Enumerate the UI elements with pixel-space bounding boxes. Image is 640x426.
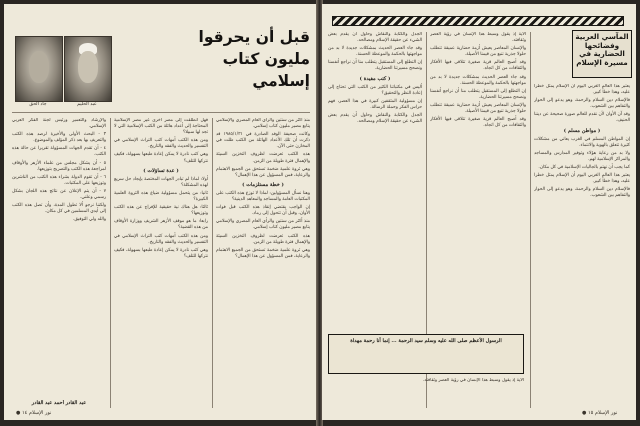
headline-line: إسلامي bbox=[252, 72, 310, 90]
paragraph: رابعا: ما هو موقف الأزهر الشريف ووزارة الأوقاف من هذه القضية؟ bbox=[114, 219, 208, 231]
section-title: المآسي العربية وفضائحها الحضارية في مسيرة الإسلام bbox=[572, 30, 632, 78]
paragraph: الآية إذ يقول وسبط هذا الإنسان في رؤية العصر وثقافته. bbox=[430, 32, 526, 44]
paragraph: كما يجب أن نهتم بالجاليات الإسلامية في كل مكان. bbox=[538, 165, 630, 171]
paragraph: إن الواجب يقتضي إنقاذ هذه الكتب قبل فوات الأوان، وقبل أن تتحول إلى رماد. bbox=[216, 205, 310, 217]
article-headline bbox=[132, 26, 310, 92]
paragraph: ٤ - أن تقدم الجهات المسؤولة تقريرا عن حالة هذه الكتب. bbox=[12, 146, 106, 158]
paragraph: يعتبر هذا العالم الغربي اليوم أن الإسلام يمثل خطرا عليه، وهذا خطأ كبير. bbox=[534, 173, 630, 185]
paragraph: ثانيا: من يتحمل مسؤولية ضياع هذه الثروة العلمية الكبيرة؟ bbox=[114, 190, 208, 203]
paragraph: منذ أكثر من سنتين والرأي العام المصري والإسلامي يتابع مصير مليون كتاب إسلامي. bbox=[216, 219, 310, 231]
paragraph: ومن هذه الكتب أمهات كتب التراث الإسلامي في التفسير والحديث والفقه والتاريخ. bbox=[114, 233, 208, 245]
paragraph: إن التطلع إلى المستقبل يتطلب منا أن نراجع أنفسنا ونصحح مسيرتنا الحضارية. bbox=[328, 60, 422, 72]
subheading: ( مواطن مسلم ) bbox=[563, 127, 601, 134]
paragraph: وهي ثروة علمية ضخمة تستحق من الجميع الاهتمام والرعاية، فمن المسؤول عن هذا الإهمال؟ bbox=[216, 166, 310, 178]
paragraph: وقد آن الأوان لأن نقدم للعالم صورة صحيحة عن ديننا الحنيف. bbox=[534, 112, 630, 124]
paragraph: والإنسان المعاصر يعيش أزمة حضارية عميقة تتطلب حلولا جذرية تنبع من قيمنا الأصيلة. bbox=[430, 102, 526, 115]
paragraph: ٧ - أن يتم الإعلان عن نتائج هذه اللجان بشكل رسمي وعلني. bbox=[12, 188, 106, 201]
paragraph: وقد أصبح العالم قرية صغيرة تتلاقى فيها الأفكار والثقافات من كل اتجاه. bbox=[430, 117, 526, 129]
paragraph: منذ أكثر من سنتين والرأي العام المصري والإسلامي يتابع مصير مليون كتاب إسلامي. bbox=[216, 118, 310, 130]
paragraph: هذه الكتب تعرضت لظروف التخزين السيئة والإهمال فترة طويلة من الزمن. bbox=[216, 233, 310, 245]
paragraph: إن مسؤولية المثقفين كبيرة في هذا العصر، فهم حراس الفكر وحملة الرسالة. bbox=[328, 98, 422, 110]
paragraph: ولا بد من رعاية هؤلاء وتوفير المدارس والمساجد والمراكز الإسلامية لهم. bbox=[534, 150, 630, 162]
headline-line: قبل أن يحرقوا bbox=[198, 28, 310, 46]
paragraph: هذه الكتب تعرضت لظروف التخزين السيئة والإهمال فترة طويلة من الزمن. bbox=[216, 152, 310, 164]
subheading: ( عدة تساؤلات ) bbox=[143, 167, 179, 174]
paragraph: وقد جاء العصر الحديث بمشكلات جديدة لا بد من مواجهتها بالحكمة والموعظة الحسنة. bbox=[328, 46, 422, 58]
article-column bbox=[114, 118, 208, 408]
paragraph: الجدل والكتابة والنقاش وحاول أن يقدم بعض الشيء عن حقيقة الإسلام ومصالحه. bbox=[328, 32, 422, 44]
paragraph: فالإسلام دين السلام والرحمة، وهو يدعو إلى الحوار والتفاهم بين الشعوب. bbox=[534, 98, 630, 110]
right-page bbox=[322, 4, 636, 420]
paragraph: والله ولي التوفيق. bbox=[72, 217, 106, 223]
paragraph: وقد جاء العصر الحديث بمشكلات جديدة لا بد من مواجهتها بالحكمة والموعظة الحسنة. bbox=[430, 74, 526, 86]
page-number: نور الإسلام ١٥ ● bbox=[582, 410, 618, 416]
paragraph: وقد أصبح العالم قرية صغيرة تتلاقى فيها الأفكار والثقافات من كل اتجاه. bbox=[430, 60, 526, 72]
paragraph: الجدل والكتابة والنقاش وحاول أن يقدم بعض الشيء عن حقيقة الإسلام ومصالحه. bbox=[328, 113, 422, 125]
paragraph: ٥ - أن يشكل مجلس من علماء الأزهر والأوقاف لمراجعة هذه الكتب والتصريح بتوزيعها. bbox=[12, 160, 106, 172]
paragraph: وكانت صحيفة الوفد الصادرة في ١٩٨٥/١/٣١ قد ذكرت أن تلك الأعداد الهائلة من الكتب ظلت في المخازن حتى الآن. bbox=[216, 132, 310, 150]
pull-quote-box: الرسول الأعظم صلى الله عليه وسلم سيد الرحمة ... إنما أنا رحمة مهداة bbox=[328, 334, 524, 374]
photo-caption: جاد الحق bbox=[29, 102, 47, 107]
article-column bbox=[216, 118, 310, 408]
paragraph: ولكننا نرجو ألا تطول المدة، وأن تصل هذه الكتب إلى أيدي المسلمين في كل مكان. bbox=[12, 203, 106, 215]
paragraph: وهي كتب نادرة لا يمكن إعادة طبعها بسهولة، فكيف نتركها للتلف؟ bbox=[114, 152, 208, 164]
paragraph: ومن هذه الكتب أمهات كتب التراث الإسلامي في التفسير والحديث والفقه والتاريخ. bbox=[114, 138, 208, 150]
paragraph: يعتبر هذا العالم الغربي اليوم أن الإسلام يمثل خطرا عليه، وهذا خطأ كبير. bbox=[534, 84, 630, 96]
paragraph: والإرشاد والتعمير ورئيس لجنة الفكر العربي الإسلامي. bbox=[12, 118, 106, 130]
paragraph: ٣ - البحث الأولى والأخيرة لرصد هذه الكتب والتعريف بها بعد ذكر المؤلف والموضوع. bbox=[12, 132, 106, 144]
paragraph: الآية إذ يقول وسبط هذا الإنسان في رؤية العصر وثقافته. bbox=[422, 378, 524, 383]
paragraph: ثالثا: هل هناك نية حقيقية للإفراج عن هذه الكتب وتوزيعها؟ bbox=[114, 205, 208, 217]
subheading: ( خطة مستلزمات ) bbox=[242, 181, 284, 188]
article-column bbox=[328, 32, 422, 328]
paragraph: وهي كتب نادرة لا يمكن إعادة طبعها بسهولة، فكيف نتركها للتلف؟ bbox=[114, 247, 208, 259]
article-column bbox=[534, 84, 630, 408]
paragraph: وهنا نسأل المسؤولين: لماذا لا توزع هذه الكتب على المكتبات العامة والمساجد والمعاهد الدينية؟ bbox=[216, 190, 310, 203]
article-column bbox=[328, 378, 524, 408]
author-signature: عبد القادر أحمد عبد القادر bbox=[31, 400, 87, 406]
author-photo-1 bbox=[64, 36, 112, 102]
paragraph: ٦ - أن تقوم الدولة بشراء هذه الكتب من الناشرين وتوزيعها على المكتبات. bbox=[12, 174, 106, 186]
article-column bbox=[12, 118, 106, 398]
photo-caption: عبد الحليم bbox=[77, 102, 97, 107]
subheading: ( كتب مفيدة ) bbox=[359, 75, 391, 82]
paragraph: وهي ثروة علمية ضخمة تستحق من الجميع الاهتمام والرعاية، فمن المسؤول عن هذا الإهمال؟ bbox=[216, 247, 310, 259]
paragraph: أولا: لماذا لم تبادر الجهات المختصة بإيجاد حل سريع لهذه المشكلة؟ bbox=[114, 176, 208, 188]
paragraph: فهل انطلقت إلى مصر أخرى غير مصر الإسلامية المحتاجة إلى أعداد هائلة من الكتب الإسلامية التي لا تجد لها سبيلا؟ bbox=[114, 118, 208, 136]
paragraph: والإنسان المعاصر يعيش أزمة حضارية عميقة تتطلب حلولا جذرية تنبع من قيمنا الأصيلة. bbox=[430, 46, 526, 58]
decorative-banner bbox=[332, 16, 624, 26]
left-page bbox=[4, 4, 317, 420]
paragraph: أليس في مكتباتنا الكثير من الكتب التي تحتاج إلى إعادة النظر والتحقيق؟ bbox=[328, 84, 422, 96]
paragraph: فالإسلام دين السلام والرحمة، وهو يدعو إلى الحوار والتفاهم بين الشعوب. bbox=[534, 187, 630, 199]
paragraph: إن التطلع إلى المستقبل يتطلب منا أن نراجع أنفسنا ونصحح مسيرتنا الحضارية. bbox=[430, 88, 526, 100]
headline-line: مليون كتاب bbox=[222, 50, 310, 68]
author-photo-2 bbox=[15, 36, 63, 102]
page-number: نور الإسلام ١٤ ● bbox=[16, 410, 52, 416]
paragraph: إن المواطن المسلم في الغرب يعاني من مشكلات كثيرة تتعلق بالهوية والانتماء. bbox=[534, 136, 630, 148]
